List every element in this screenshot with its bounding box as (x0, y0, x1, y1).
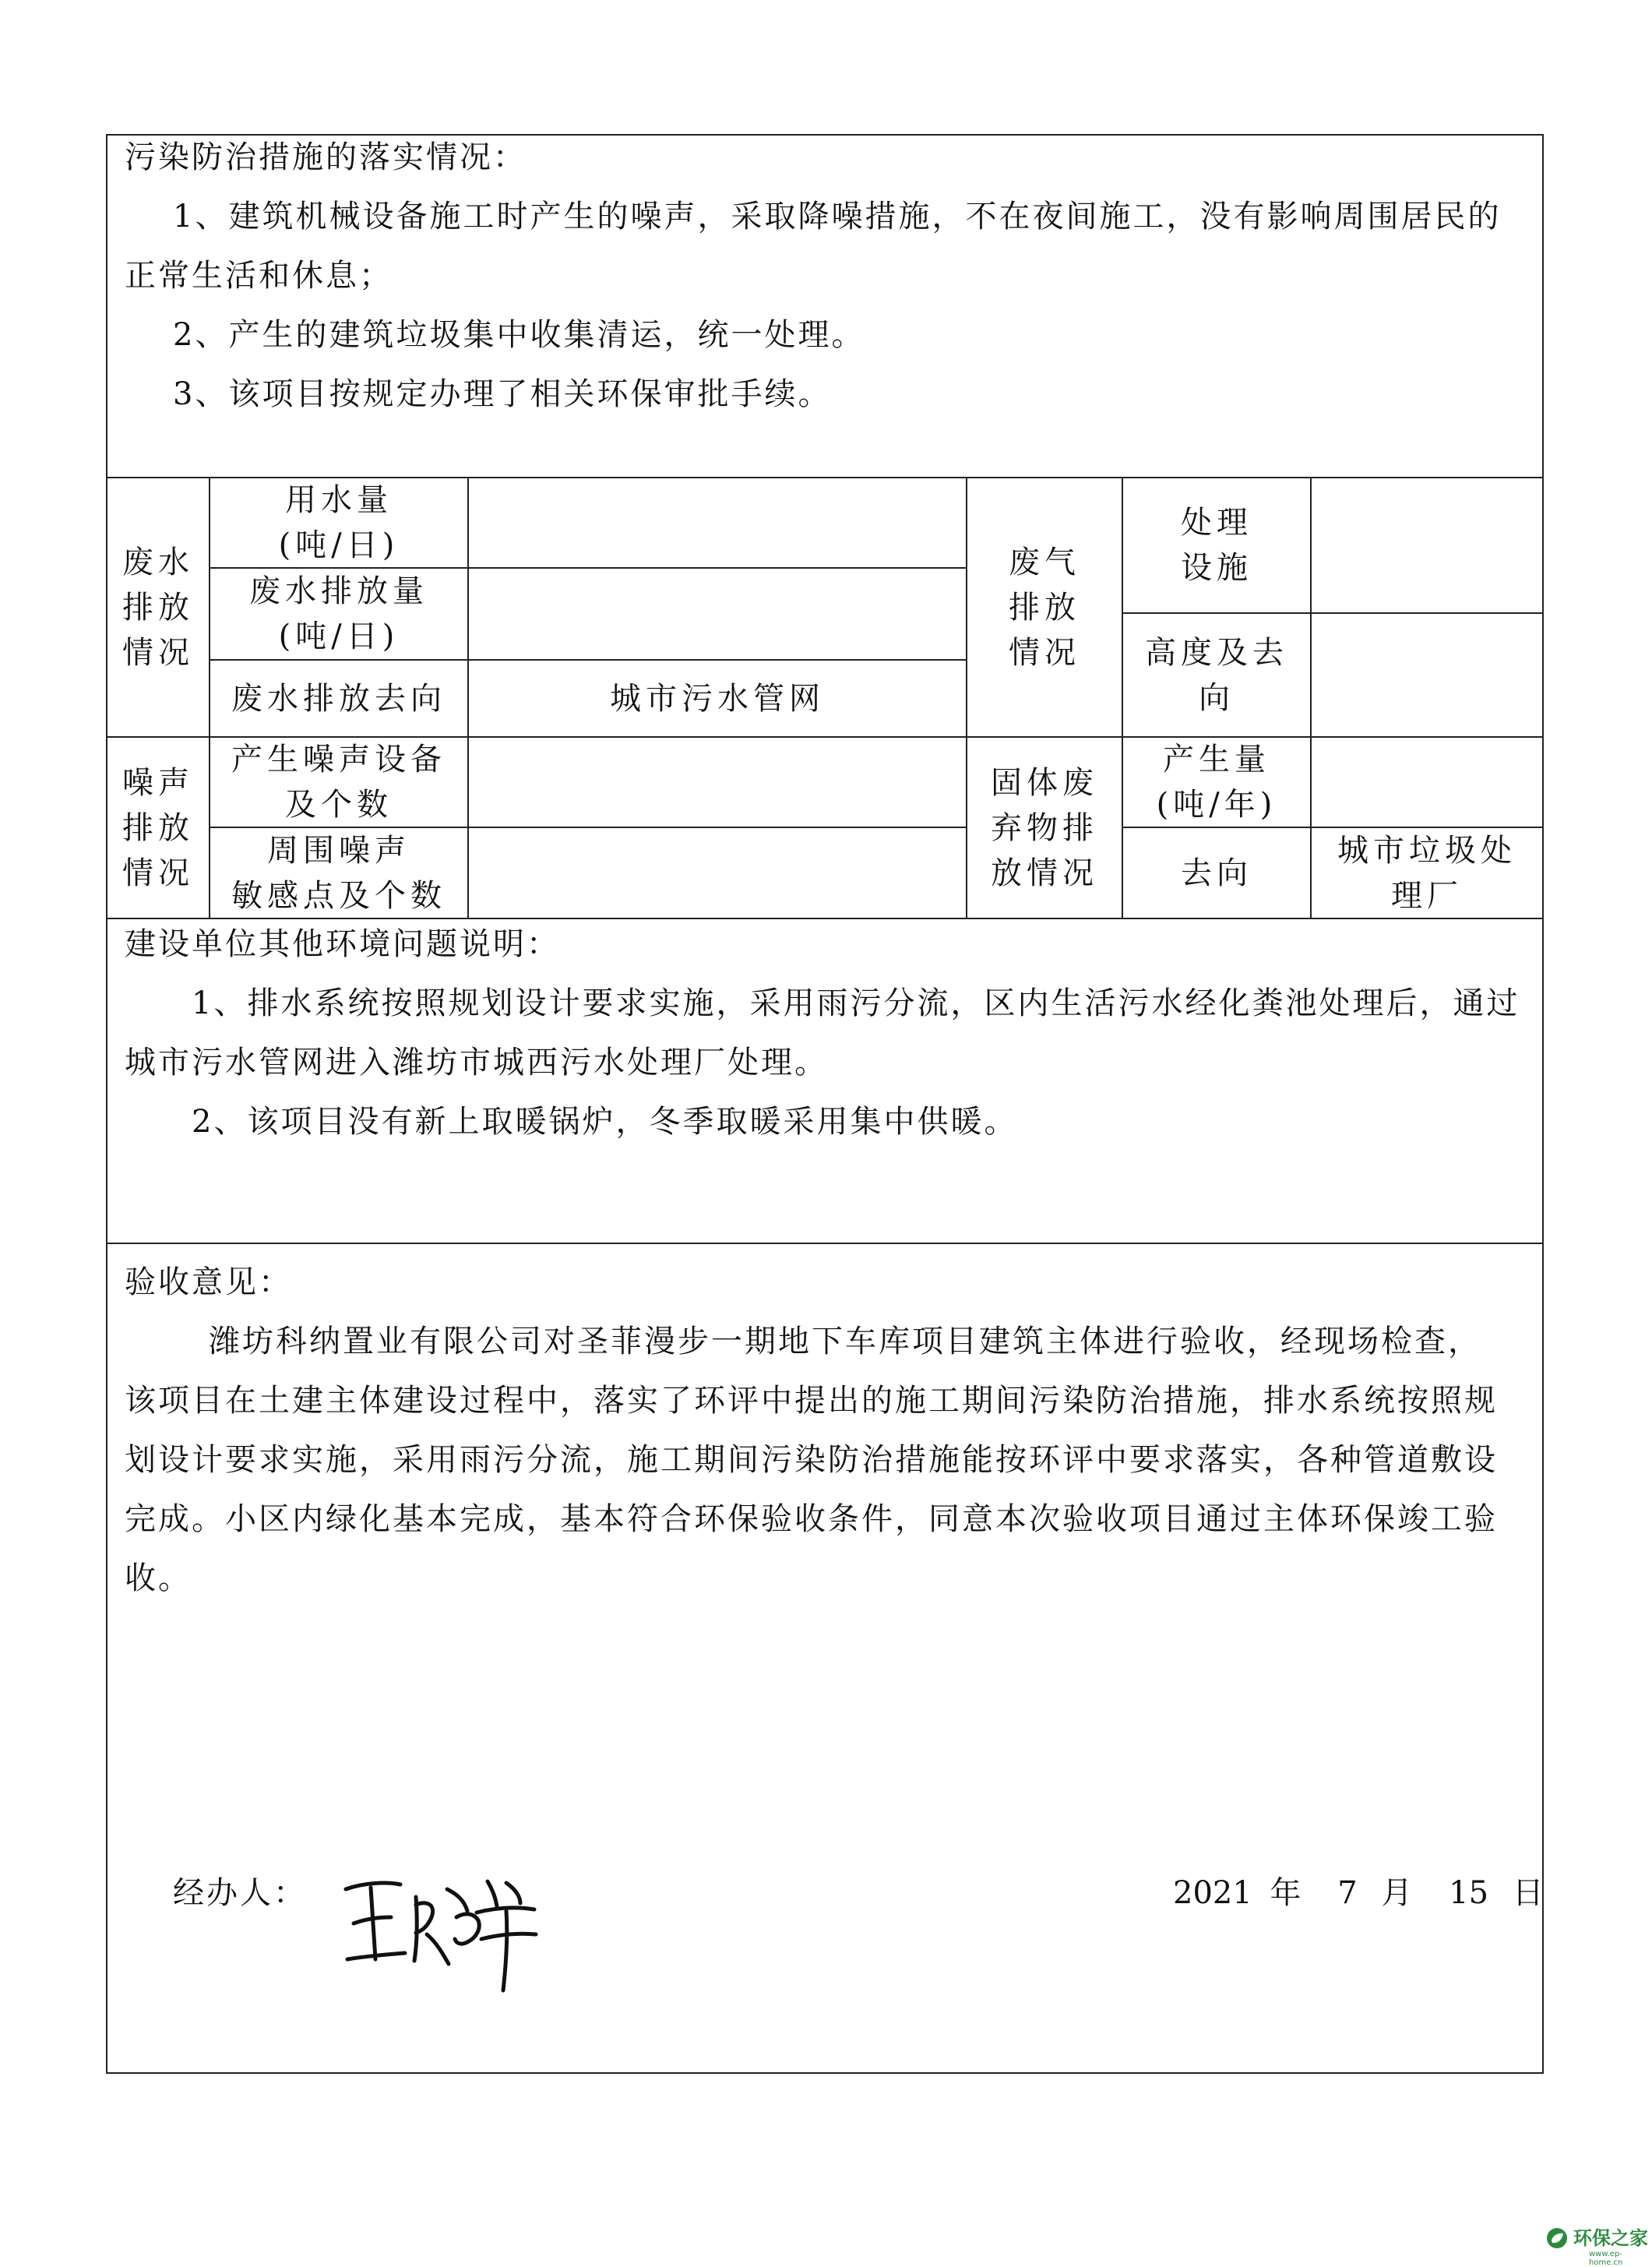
amount-label (1123, 738, 1310, 827)
label-line: 敏感点及个数 (231, 877, 446, 914)
label-line: (吨/年) (1156, 787, 1277, 823)
date-year: 2021 (1173, 1875, 1252, 1911)
handler-label: 经办人： (173, 1875, 307, 1911)
header-line: 排放 (122, 809, 194, 846)
date-day: 15 (1449, 1875, 1489, 1911)
label-line: 周围噪声 (267, 832, 410, 869)
label-line: 及个数 (285, 787, 393, 823)
divider (106, 1243, 1544, 1244)
header-line: 弃物排 (991, 809, 1098, 846)
watermark-text: 环保之家 (1573, 2227, 1648, 2249)
label-line: 高度及去 (1145, 634, 1288, 671)
noise-sensitive-label (210, 828, 467, 918)
measure-item-1: 1、建筑机械设备施工时产生的噪声，采取降噪措施，不在夜间施工，没有影响周围居民的 (173, 199, 1502, 234)
section-title-other-issues: 建设单位其他环境问题说明： (125, 926, 560, 962)
opinion-line-5: 收。 (125, 1560, 192, 1596)
header-line: 放情况 (991, 855, 1098, 891)
label-line: 用水量 (285, 482, 393, 518)
water-use-value (469, 478, 966, 567)
issue-item-1: 1、排水系统按照规划设计要求实施，采用雨污分流，区内生活污水经化粪池处理后，通过 (192, 985, 1520, 1021)
header-line: 情况 (122, 634, 194, 671)
amount-value (1312, 738, 1542, 827)
header-line: 情况 (122, 855, 194, 891)
noise-equipment-value (469, 738, 966, 827)
discharge-volume-value (469, 569, 966, 659)
waste-gas-header (967, 478, 1122, 736)
height-direction-value (1312, 614, 1542, 736)
section-title-acceptance: 验收意见： (125, 1264, 292, 1300)
measure-item-3: 3、该项目按规定办理了相关环保审批手续。 (173, 376, 832, 412)
treatment-label (1123, 478, 1310, 612)
label-line: (吨/日) (278, 527, 400, 563)
label-line: 处理 (1181, 505, 1252, 541)
destination-value (1312, 828, 1542, 918)
treatment-value (1312, 478, 1542, 612)
handler-signature (340, 1866, 542, 1998)
section-title-pollution-measures: 污染防治措施的落实情况： (125, 139, 527, 175)
label-line: (吨/日) (278, 619, 400, 654)
opinion-line-1: 潍坊科纳置业有限公司对圣菲漫步一期地下车库项目建筑主体进行验收，经现场检查， (209, 1324, 1481, 1359)
noise-header (107, 738, 209, 918)
header-line: 情况 (1009, 634, 1080, 671)
value-line: 理厂 (1391, 877, 1463, 914)
signing-date (1173, 1863, 1544, 1923)
header-line: 噪声 (122, 764, 194, 801)
label-line: 产生量 (1163, 742, 1270, 777)
date-month: 7 (1337, 1875, 1358, 1911)
label-line: 设施 (1181, 550, 1252, 586)
measure-item-2: 2、产生的建筑垃圾集中收集清运，统一处理。 (173, 317, 865, 353)
label-line: 向 (1199, 679, 1235, 716)
header-line: 固体废 (991, 764, 1098, 801)
water-use-label (210, 478, 467, 567)
header-line: 废气 (1009, 544, 1080, 580)
issue-item-1-cont: 城市污水管网进入潍坊市城西污水处理厂处理。 (125, 1045, 828, 1081)
noise-equipment-label (210, 738, 467, 827)
measure-item-1-cont: 正常生活和休息； (125, 258, 393, 294)
header-line: 排放 (1009, 589, 1080, 626)
value-line: 城市垃圾处 (1337, 832, 1516, 869)
discharge-destination-label: 废水排放去向 (231, 680, 446, 717)
opinion-line-2: 该项目在土建主体建设过程中，落实了环评中提出的施工期间污染防治措施，排水系统按照规 (125, 1383, 1498, 1419)
date-year-unit: 年 (1270, 1875, 1302, 1911)
watermark-logo (1545, 2226, 1648, 2250)
date-day-unit: 日 (1512, 1875, 1544, 1911)
wastewater-header (107, 478, 209, 736)
solid-waste-header (967, 738, 1122, 918)
label-line: 产生噪声设备 (231, 742, 446, 777)
header-line: 排放 (122, 589, 194, 626)
watermark-url: www.ep-home.cn (1589, 2250, 1623, 2267)
discharge-destination-value: 城市污水管网 (610, 680, 825, 717)
leaf-logo-icon (1545, 2226, 1569, 2250)
destination-label: 去向 (1181, 855, 1252, 891)
noise-sensitive-value (469, 828, 966, 918)
label-line: 废水排放量 (249, 573, 428, 609)
date-month-unit: 月 (1381, 1875, 1413, 1911)
issue-item-2: 2、该项目没有新上取暖锅炉，冬季取暖采用集中供暖。 (192, 1104, 1018, 1140)
discharge-volume-label (210, 569, 467, 659)
opinion-line-4: 完成。小区内绿化基本完成，基本符合环保验收条件，同意本次验收项目通过主体环保竣工验 (125, 1501, 1498, 1537)
opinion-line-3: 划设计要求实施，采用雨污分流，施工期间污染防治措施能按环评中要求落实，各种管道敷设 (125, 1442, 1498, 1478)
height-direction-label (1123, 614, 1310, 736)
header-line: 废水 (122, 544, 194, 580)
